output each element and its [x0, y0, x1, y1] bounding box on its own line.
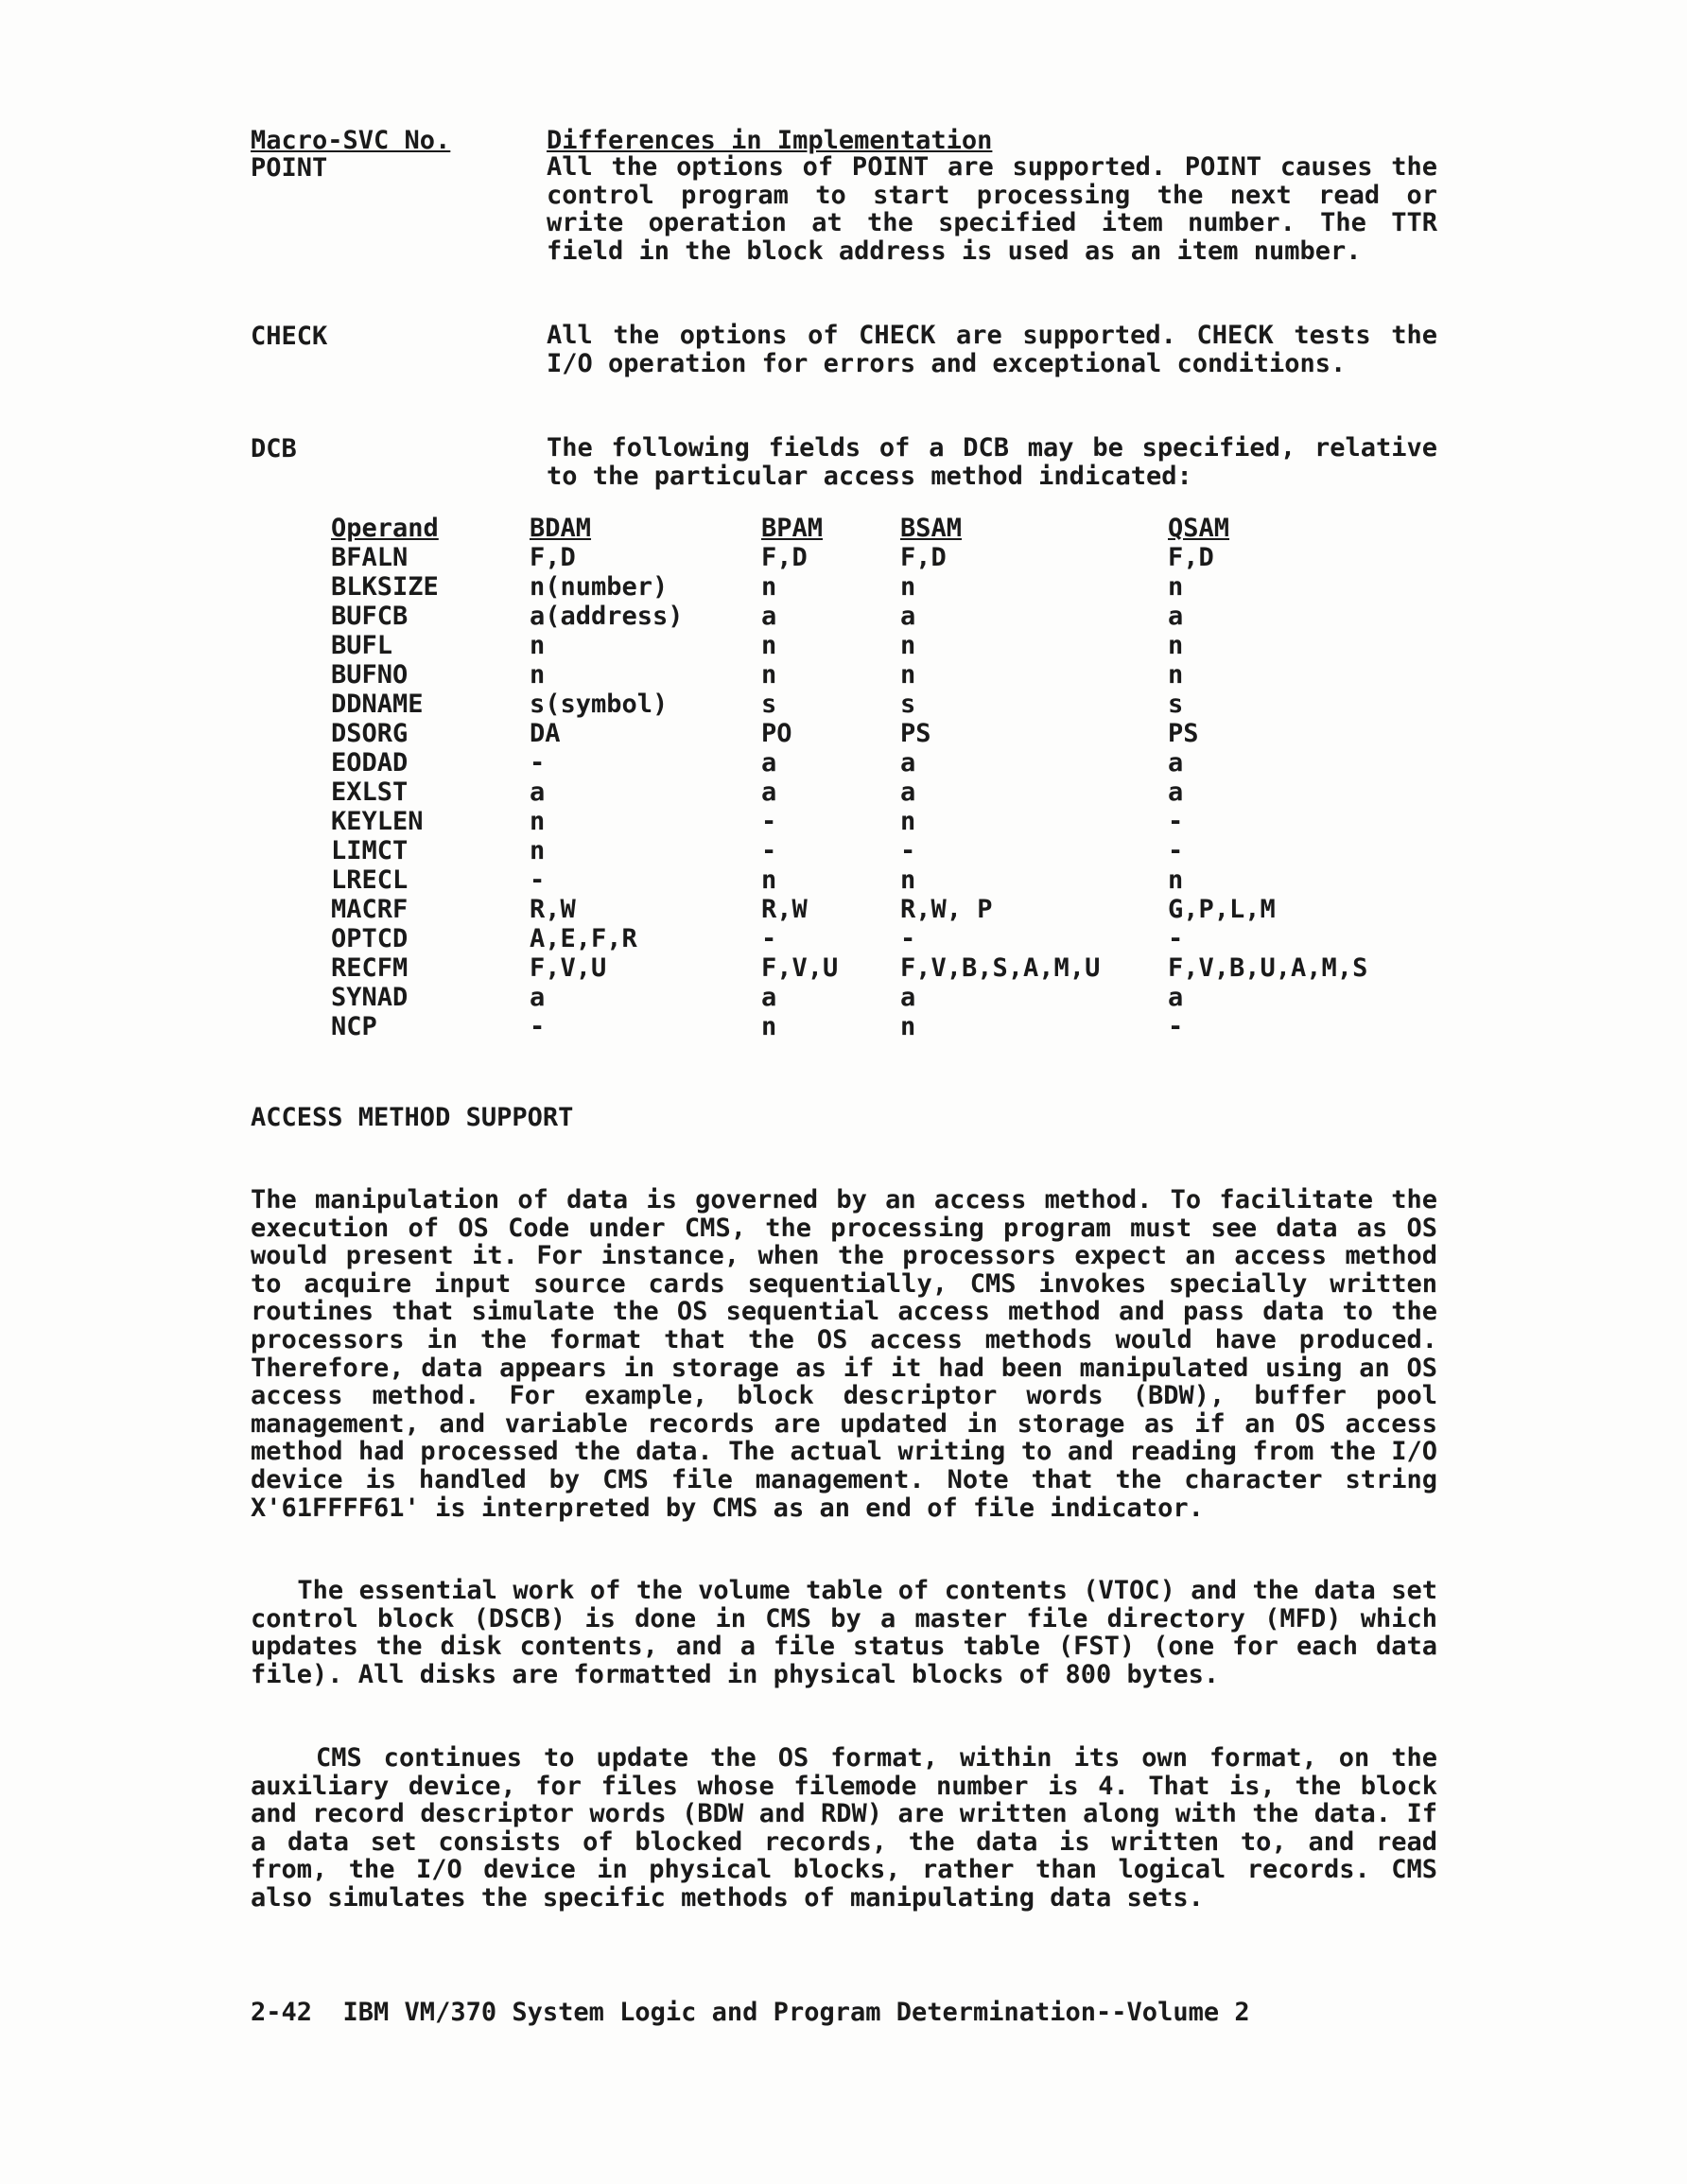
table-cell-qsam: n	[1168, 660, 1184, 690]
table-row	[331, 953, 1414, 983]
table-cell-bsam: F,D	[900, 543, 947, 572]
table-cell-operand: RECFM	[331, 953, 409, 983]
table-header-row	[331, 514, 1414, 543]
table-cell-bpam: -	[761, 807, 777, 836]
table-cell-bdam: A,E,F,R	[530, 924, 637, 953]
table-cell-bpam: -	[761, 924, 777, 953]
table-row	[331, 924, 1414, 953]
table-cell-bpam: n	[761, 1012, 777, 1041]
table-cell-bsam: n	[900, 631, 916, 660]
table-cell-bsam: a	[900, 778, 916, 807]
dcb-operand-table	[331, 514, 1414, 1041]
table-body	[331, 543, 1414, 1041]
table-row	[331, 543, 1414, 572]
table-cell-operand: BFALN	[331, 543, 409, 572]
paragraph-1: The manipulation of data is governed by an access method. To facilitate the execution of OS Code under CMS, the processing program must see data as OS would present it. For instance, when the processors expect an access method to acquire input source cards sequentially, CMS invokes specially written routines that simulate the OS sequential access method and pass data to the processors in the format that the OS access methods would have produced. Therefore, data appears in storage as if it had been manipulated using an OS access method. For example, block descriptor words (BDW), buffer pool management, and variable records are updated in storage as if an OS access method had processed the data. The actual writing to and reading from the I/O device is handled by CMS file management. Note that the character string X'61FFFF61' is interpreted by CMS as an end of file indicator.	[251, 1185, 1437, 1523]
table-row	[331, 778, 1414, 807]
table-row	[331, 572, 1414, 602]
table-cell-operand: DDNAME	[331, 690, 424, 719]
macro-desc-point: All the options of POINT are supported. POINT causes the control program to start processing the next read or write operation at the specified item number. The TTR field in the block address is used as an item number.	[547, 152, 1437, 266]
table-header-operand: Operand	[331, 514, 439, 543]
table-cell-operand: OPTCD	[331, 924, 409, 953]
table-row	[331, 895, 1414, 924]
table-header-qsam: QSAM	[1168, 514, 1230, 543]
macro-name-dcb: DCB	[251, 434, 297, 463]
table-cell-qsam: -	[1168, 836, 1184, 865]
macro-name-check: CHECK	[251, 322, 328, 351]
table-cell-operand: EXLST	[331, 778, 409, 807]
table-cell-bpam: F,D	[761, 543, 808, 572]
table-cell-bpam: a	[761, 602, 777, 631]
table-row	[331, 1012, 1414, 1041]
table-cell-bsam: F,V,B,S,A,M,U	[900, 953, 1101, 983]
table-cell-bdam: a	[530, 778, 546, 807]
table-cell-qsam: n	[1168, 865, 1184, 895]
table-header-bdam: BDAM	[530, 514, 592, 543]
table-cell-bpam: n	[761, 660, 777, 690]
page-footer: 2-42 IBM VM/370 System Logic and Program Determination--Volume 2	[251, 1998, 1250, 2027]
table-row	[331, 983, 1414, 1012]
table-cell-bpam: R,W	[761, 895, 808, 924]
table-cell-bsam: n	[900, 807, 916, 836]
paragraph-3: CMS continues to update the OS format, within its own format, on the auxiliary device, for files whose filemode number is 4. That is, the block and record descriptor words (BDW and RDW) are written along with the data. If a data set consists of blocked records, the data is written to, and read from, the I/O device in physical blocks, rather than logical records. CMS also simulates the specific methods of manipulating data sets.	[251, 1743, 1437, 1913]
table-row	[331, 807, 1414, 836]
table-cell-qsam: n	[1168, 572, 1184, 602]
table-cell-bsam: PS	[900, 719, 931, 748]
table-cell-bsam: R,W, P	[900, 895, 993, 924]
table-cell-bdam: -	[530, 1012, 546, 1041]
table-cell-operand: LIMCT	[331, 836, 409, 865]
table-row	[331, 836, 1414, 865]
table-cell-bdam: n	[530, 807, 546, 836]
table-cell-qsam: F,D	[1168, 543, 1214, 572]
table-cell-operand: SYNAD	[331, 983, 409, 1012]
table-cell-qsam: a	[1168, 748, 1184, 778]
table-cell-bdam: n	[530, 631, 546, 660]
table-cell-bpam: a	[761, 748, 777, 778]
table-cell-operand: DSORG	[331, 719, 409, 748]
table-cell-operand: KEYLEN	[331, 807, 424, 836]
table-cell-bpam: F,V,U	[761, 953, 839, 983]
column-header-macro: Macro-SVC No.	[251, 126, 451, 155]
table-cell-bdam: n(number)	[530, 572, 669, 602]
table-cell-bsam: n	[900, 572, 916, 602]
table-cell-qsam: G,P,L,M	[1168, 895, 1276, 924]
table-cell-bdam: -	[530, 865, 546, 895]
table-cell-qsam: -	[1168, 807, 1184, 836]
macro-desc-check: All the options of CHECK are supported. CHECK tests the I/O operation for errors and exceptional conditions.	[547, 321, 1437, 378]
table-cell-bdam: F,V,U	[530, 953, 607, 983]
table-cell-bpam: a	[761, 983, 777, 1012]
table-cell-bpam: -	[761, 836, 777, 865]
table-cell-bdam: n	[530, 836, 546, 865]
table-cell-bsam: a	[900, 983, 916, 1012]
table-cell-operand: BUFNO	[331, 660, 409, 690]
table-cell-operand: BUFL	[331, 631, 393, 660]
table-row	[331, 631, 1414, 660]
table-cell-qsam: s	[1168, 690, 1184, 719]
table-row	[331, 719, 1414, 748]
table-cell-operand: NCP	[331, 1012, 377, 1041]
table-cell-qsam: a	[1168, 983, 1184, 1012]
table-cell-bsam: -	[900, 924, 916, 953]
table-cell-bdam: a(address)	[530, 602, 684, 631]
table-cell-bsam: n	[900, 660, 916, 690]
table-cell-qsam: a	[1168, 602, 1184, 631]
table-cell-bpam: n	[761, 865, 777, 895]
table-cell-bsam: n	[900, 865, 916, 895]
section-heading: ACCESS METHOD SUPPORT	[251, 1103, 574, 1132]
table-cell-bsam: a	[900, 748, 916, 778]
table-header-bpam: BPAM	[761, 514, 824, 543]
table-cell-operand: LRECL	[331, 865, 409, 895]
table-cell-bsam: -	[900, 836, 916, 865]
table-cell-bdam: DA	[530, 719, 561, 748]
table-cell-operand: MACRF	[331, 895, 409, 924]
table-header-bsam: BSAM	[900, 514, 963, 543]
table-cell-bdam: n	[530, 660, 546, 690]
table-cell-bdam: F,D	[530, 543, 576, 572]
paragraph-2: The essential work of the volume table of contents (VTOC) and the data set control block (DSCB) is done in CMS by a master file directory (MFD) which updates the disk contents, and a file status table (FST) (one for each data file). All disks are formatted in physical blocks of 800 bytes.	[251, 1576, 1437, 1689]
column-header-differences: Differences in Implementation	[547, 126, 993, 155]
table-cell-qsam: n	[1168, 631, 1184, 660]
table-row	[331, 748, 1414, 778]
table-cell-bdam: -	[530, 748, 546, 778]
table-cell-qsam: -	[1168, 924, 1184, 953]
table-cell-operand: EODAD	[331, 748, 409, 778]
table-cell-bpam: n	[761, 572, 777, 602]
table-cell-bpam: a	[761, 778, 777, 807]
table-cell-bdam: s(symbol)	[530, 690, 669, 719]
table-cell-operand: BUFCB	[331, 602, 409, 631]
table-cell-qsam: F,V,B,U,A,M,S	[1168, 953, 1368, 983]
table-cell-bsam: n	[900, 1012, 916, 1041]
table-cell-bdam: a	[530, 983, 546, 1012]
table-cell-operand: BLKSIZE	[331, 572, 439, 602]
macro-name-point: POINT	[251, 153, 328, 183]
table-cell-bsam: s	[900, 690, 916, 719]
table-row	[331, 865, 1414, 895]
macro-desc-dcb: The following fields of a DCB may be specified, relative to the particular access method indicated:	[547, 433, 1437, 491]
table-cell-bpam: PO	[761, 719, 792, 748]
table-cell-bdam: R,W	[530, 895, 576, 924]
table-cell-qsam: a	[1168, 778, 1184, 807]
table-row	[331, 602, 1414, 631]
table-row	[331, 690, 1414, 719]
table-cell-bsam: a	[900, 602, 916, 631]
table-cell-qsam: -	[1168, 1012, 1184, 1041]
table-cell-bpam: s	[761, 690, 777, 719]
table-cell-bpam: n	[761, 631, 777, 660]
table-cell-qsam: PS	[1168, 719, 1199, 748]
table-row	[331, 660, 1414, 690]
